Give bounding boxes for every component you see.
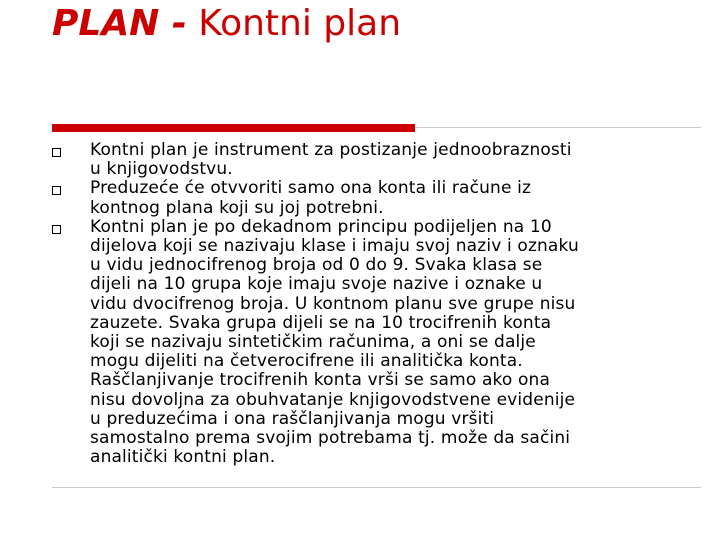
bullet-text-line: analitički kontni plan. [90,447,276,468]
bullet-text-line: nisu dovoljna za obuhvatanje knjigovodstvene evidenije [90,389,576,410]
bullet-text-line: vidu dvocifrenog broja. U kontnom planu sve grupe nisu [90,293,576,314]
hollow-square-bullet-icon [52,225,61,234]
bullet-text-line: Kontni plan je instrument za postizanje jednoobraznosti [90,140,572,160]
bullet-item [50,179,680,217]
bullet-text-line: mogu dijeliti na četverocifrene ili analitička konta. [90,351,523,372]
bullet-text-line: koji se nazivaju sintetičkim računima, a oni se dalje [90,332,536,353]
footer-divider-line [52,487,701,488]
title-divider-accent [52,124,415,132]
slide-title-text: Kontni plan [198,3,402,44]
bullet-text-line: samostalno prema svojim potrebama tj. može da sačini [90,428,571,449]
hollow-square-bullet-icon [52,186,61,195]
title-divider-line [415,127,701,128]
bullet-text-line: zauzete. Svaka grupa dijeli se na 10 trocifrenih konta [90,312,552,333]
bullet-text-line: Preduzeće će otvvoriti samo ona konta ili račune iz [90,178,532,199]
bullet-item [50,141,680,179]
bullet-text-line: kontnog plana koji su joj potrebni. [90,197,384,218]
bullet-list [50,141,680,467]
bullet-text-line: dijelova koji se nazivaju klase i imaju svoj naziv i oznaku [90,236,579,257]
bullet-text-line: u knjigovodstvu. [90,159,233,180]
slide-title-emphasis: PLAN - [52,3,187,44]
bullet-text-line: u preduzećima i ona raščlanjivanja mogu vršiti [90,408,495,429]
hollow-square-bullet-icon [52,148,61,157]
bullet-item [50,218,680,468]
bullet-text-line: Kontni plan je po dekadnom principu podijeljen na 10 [90,216,552,237]
bullet-text-line: Raščlanjivanje trocifrenih konta vrši se samo ako ona [90,370,551,391]
slide-title [52,2,401,46]
bullet-text-line: dijeli na 10 grupa koje imaju svoje nazive i oznake u [90,274,543,295]
bullet-text-line: u vidu jednocifrenog broja od 0 do 9. Svaka klasa se [90,255,543,276]
